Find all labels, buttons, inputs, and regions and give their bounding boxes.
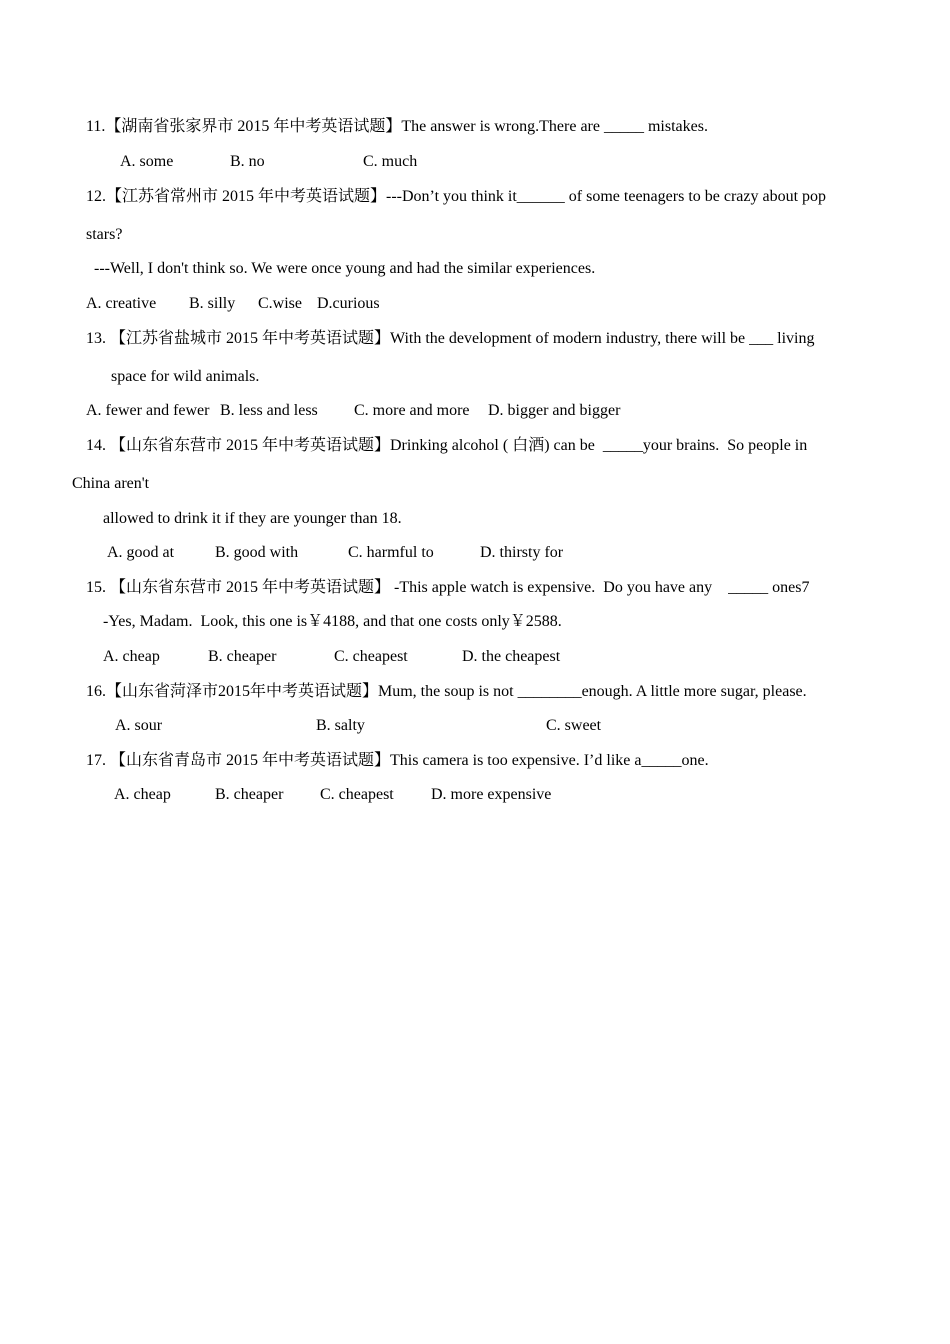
question-15-option-a: A. cheap	[103, 648, 160, 665]
question-12-option-a: A. creative	[86, 295, 157, 312]
question-16-option-b: B. salty	[316, 717, 365, 734]
question-14-text-cont2: allowed to drink it if they are younger than 18.	[103, 510, 402, 527]
question-17-option-b: B. cheaper	[215, 786, 284, 803]
question-12-text: 12.【江苏省常州市 2015 年中考英语试题】---Don’t you think it______ of some teenagers to be crazy about pop	[86, 188, 827, 205]
question-13-option-c: C. more and more	[354, 402, 470, 419]
question-14-option-c: C. harmful to	[348, 544, 434, 561]
question-15-reply: -Yes, Madam. Look, this one is￥4188, and that one costs only￥2588.	[103, 613, 562, 630]
question-12-text-cont: stars?	[86, 226, 123, 243]
question-11-option-a: A. some	[120, 153, 174, 170]
question-14-text: 14. 【山东省东营市 2015 年中考英语试题】Drinking alcohol ( 白酒) can be _____your brains. So people in	[86, 437, 808, 454]
question-11-option-c: C. much	[363, 153, 418, 170]
question-12-option-b: B. silly	[189, 295, 236, 312]
question-15-option-b: B. cheaper	[208, 648, 277, 665]
question-15-option-d: D. the cheapest	[462, 648, 561, 665]
question-12-option-c: C.wise	[258, 295, 302, 312]
question-14-option-a: A. good at	[107, 544, 175, 561]
question-17-option-d: D. more expensive	[431, 786, 552, 803]
question-17-option-c: C. cheapest	[320, 786, 394, 803]
question-17-option-a: A. cheap	[114, 786, 171, 803]
question-16-option-c: C. sweet	[546, 717, 602, 734]
question-14-option-d: D. thirsty for	[480, 544, 564, 561]
question-17-text: 17. 【山东省青岛市 2015 年中考英语试题】This camera is too expensive. I’d like a_____one.	[86, 752, 709, 769]
question-11-text: 11.【湖南省张家界市 2015 年中考英语试题】The answer is wrong.There are _____ mistakes.	[86, 118, 708, 135]
question-13-option-a: A. fewer and fewer	[86, 402, 210, 419]
question-12-option-d: D.curious	[317, 295, 380, 312]
question-14-option-b: B. good with	[215, 544, 299, 561]
question-13-text-cont: space for wild animals.	[111, 368, 260, 385]
question-14-text-cont: China aren't	[72, 475, 150, 492]
question-12-reply: ---Well, I don't think so. We were once young and had the similar experiences.	[94, 260, 596, 277]
question-13-option-b: B. less and less	[220, 402, 318, 419]
question-13-option-d: D. bigger and bigger	[488, 402, 621, 419]
question-16-text: 16.【山东省菏泽市2015年中考英语试题】Mum, the soup is not ________enough. A little more sugar, please.	[86, 683, 807, 700]
question-16-option-a: A. sour	[115, 717, 163, 734]
question-11-option-b: B. no	[230, 153, 265, 170]
question-15-text: 15. 【山东省东营市 2015 年中考英语试题】 -This apple watch is expensive. Do you have any _____ ones7	[86, 579, 810, 596]
question-15-option-c: C. cheapest	[334, 648, 408, 665]
question-13-text: 13. 【江苏省盐城市 2015 年中考英语试题】With the development of modern industry, there will be ___ living	[86, 330, 815, 347]
